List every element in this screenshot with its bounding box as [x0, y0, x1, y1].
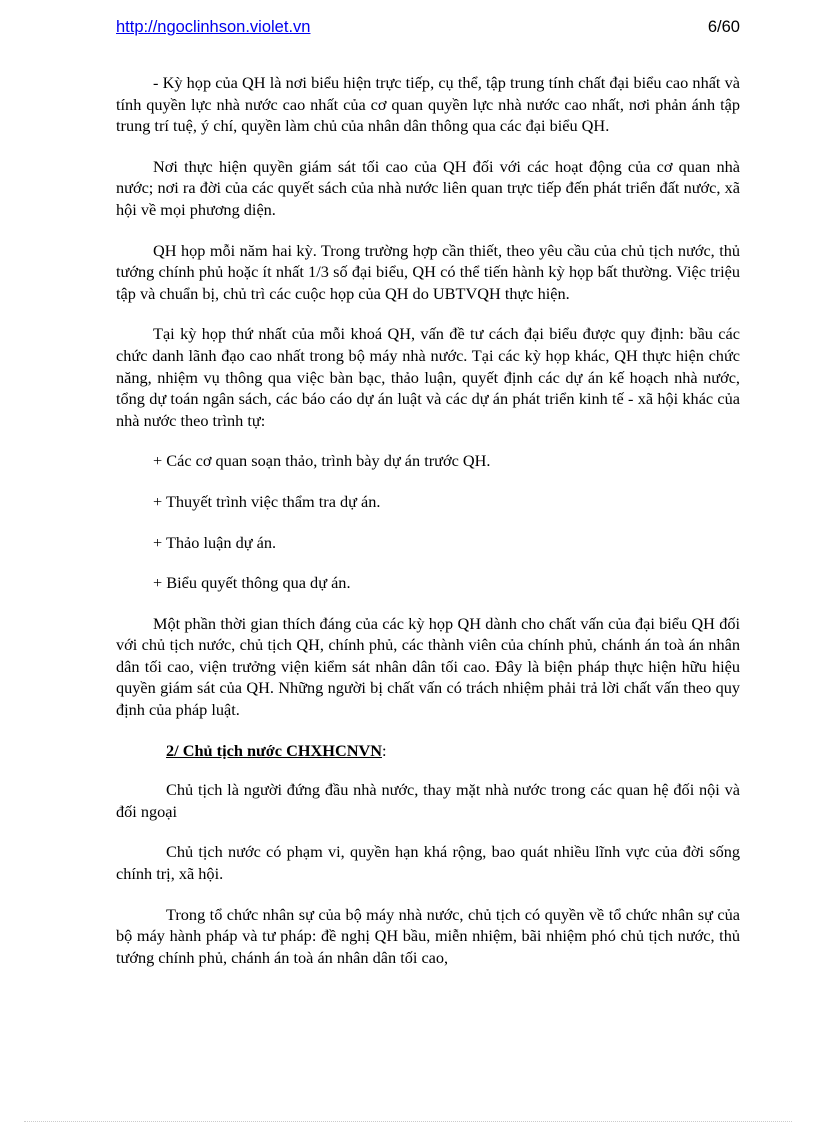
section-heading-text: 2/ Chủ tịch nước CHXHCNVN — [166, 740, 382, 760]
paragraph-2: Nơi thực hiện quyền giám sát tối cao của QH đối với các hoạt động của cơ quan nhà nước; nơi ra đời của các quyết sách của nhà nước liên quan trực tiếp đến phát triển đất nước, xã hội về mọi phương diện. — [116, 156, 740, 219]
paragraph-3: QH họp mỗi năm hai kỳ. Trong trường hợp cần thiết, theo yêu cầu của chủ tịch nước, thủ tướng chính phủ hoặc ít nhất 1/3 số đại biểu, QH có thể tiến hành kỳ họp bất thường. Việc triệu tập và chuẩn bị, chủ trì các cuộc họp của QH do UBTVQH thực hiện. — [116, 240, 740, 303]
paragraph-6: Chủ tịch là người đứng đầu nhà nước, thay mặt nhà nước trong các quan hệ đối nội và đối ngoại — [116, 780, 740, 821]
page-number: 6/60 — [707, 18, 740, 36]
bullet-item-4: + Biểu quyết thông qua dự án. — [153, 573, 351, 593]
bullet-item-1: + Các cơ quan soạn thảo, trình bày dự án trước QH. — [153, 451, 491, 471]
paragraph-1: - Kỳ họp của QH là nơi biểu hiện trực tiếp, cụ thể, tập trung tính chất đại biểu cao nhất và tính quyền lực nhà nước cao nhất của cơ quan quyền lực nhà nước cao nhất, nơi phản ánh tập trung trí tuệ, ý chí, quyền làm chủ của nhân dân thông qua các đại biểu QH. — [116, 73, 740, 136]
paragraph-8: Trong tổ chức nhân sự của bộ máy nhà nước, chủ tịch có quyền về tổ chức nhân sự của bộ máy hành pháp và tư pháp: đề nghị QH bầu, miễn nhiệm, bãi nhiệm phó chủ tịch nước, thủ tướng chính phủ, chánh án toà án nhân dân tối cao, — [116, 904, 740, 967]
document-body — [116, 72, 740, 987]
bullet-item-2: + Thuyết trình việc thẩm tra dự án. — [153, 491, 381, 511]
section-heading — [116, 740, 740, 762]
bullet-item-3: + Thảo luận dự án. — [153, 532, 277, 552]
paragraph-5: Một phần thời gian thích đáng của các kỳ họp QH dành cho chất vấn của đại biểu QH đối với chủ tịch nước, chủ tịch QH, chính phủ, các thành viên của chính phủ, chánh án toà án nhân dân tối cao, viện trưởng viện kiểm sát nhân dân tối cao. Đây là biện pháp thực hiện hữu hiệu quyền giám sát của QH. Những người bị chất vấn có trách nhiệm phải trả lời chất vấn theo quy định của pháp luật. — [116, 613, 740, 720]
page-header — [116, 18, 740, 42]
section-heading-colon: : — [381, 740, 387, 760]
footer-divider — [24, 1121, 792, 1122]
paragraph-4: Tại kỳ họp thứ nhất của mỗi khoá QH, vấn đề tư cách đại biểu được quy định: bầu các chức danh lãnh đạo cao nhất trong bộ máy nhà nước. Tại các kỳ họp khác, QH thực hiện chức năng, nhiệm vụ thông qua việc bàn bạc, thảo luận, quyết định các dự án kế hoạch nhà nước, tổng dự toán ngân sách, các báo cáo dự án luật và các dự án phát triển kinh tế - xã hội khác của nhà nước theo trình tự: — [116, 324, 740, 430]
header-url-link[interactable]: http://ngoclinhson.violet.vn — [116, 18, 311, 36]
paragraph-7: Chủ tịch nước có phạm vi, quyền hạn khá rộng, bao quát nhiều lĩnh vực của đời sống chính trị, xã hội. — [116, 842, 740, 884]
